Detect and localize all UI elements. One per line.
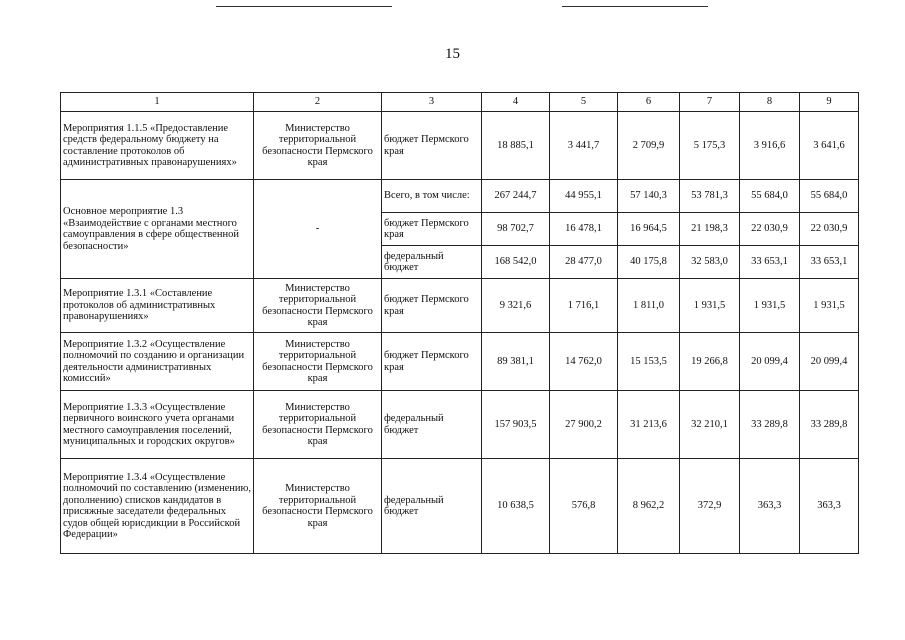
activity-name: Мероприятие 1.3.1 «Составление протоколов об административных правонарушениях»: [61, 279, 254, 333]
activity-name: Основное мероприятие 1.3 «Взаимодействие с органами местного самоуправления в сфере общественной безопасности»: [61, 180, 254, 279]
amount-cell: 363,3: [740, 459, 800, 554]
amount-cell: 1 931,5: [800, 279, 859, 333]
amount-cell: 20 099,4: [800, 333, 859, 391]
page-number: 15: [445, 46, 460, 62]
column-header: 6: [618, 93, 680, 112]
column-header: 8: [740, 93, 800, 112]
amount-cell: 10 638,5: [482, 459, 550, 554]
activity-name: Мероприятие 1.3.4 «Осуществление полномочий по составлению (изменению, дополнению) списков кандидатов в присяжные заседатели федеральных судов общей юрисдикции в Российской Федерации»: [61, 459, 254, 554]
amount-cell: 89 381,1: [482, 333, 550, 391]
amount-cell: 14 762,0: [550, 333, 618, 391]
amount-cell: 9 321,6: [482, 279, 550, 333]
amount-cell: 33 653,1: [740, 246, 800, 279]
table-row: [61, 333, 859, 391]
amount-cell: 3 641,6: [800, 112, 859, 180]
amount-cell: 32 210,1: [680, 391, 740, 459]
amount-cell: 55 684,0: [740, 180, 800, 213]
column-header: 1: [61, 93, 254, 112]
amount-cell: 16 964,5: [618, 213, 680, 246]
amount-cell: 19 266,8: [680, 333, 740, 391]
amount-cell: 33 289,8: [740, 391, 800, 459]
funding-source: бюджет Пермского края: [382, 279, 482, 333]
activity-name: Мероприятия 1.1.5 «Предоставление средств федеральному бюджету на составление протоколов об административных правонарушениях»: [61, 112, 254, 180]
column-header: 7: [680, 93, 740, 112]
amount-cell: 16 478,1: [550, 213, 618, 246]
table-row: [61, 459, 859, 554]
funding-source: федеральный бюджет: [382, 391, 482, 459]
funding-source: бюджет Пермского края: [382, 213, 482, 246]
amount-cell: 15 153,5: [618, 333, 680, 391]
table-row: [61, 391, 859, 459]
amount-cell: 1 716,1: [550, 279, 618, 333]
funding-source: федеральный бюджет: [382, 459, 482, 554]
funding-source: бюджет Пермского края: [382, 333, 482, 391]
amount-cell: 31 213,6: [618, 391, 680, 459]
amount-cell: 22 030,9: [740, 213, 800, 246]
amount-cell: 53 781,3: [680, 180, 740, 213]
column-header: 4: [482, 93, 550, 112]
top-rule-right: [562, 6, 708, 7]
amount-cell: 1 811,0: [618, 279, 680, 333]
executor: Министерство территориальной безопасности Пермского края: [254, 333, 382, 391]
top-rule-left: [216, 6, 392, 7]
amount-cell: 1 931,5: [740, 279, 800, 333]
amount-cell: 8 962,2: [618, 459, 680, 554]
amount-cell: 363,3: [800, 459, 859, 554]
amount-cell: 2 709,9: [618, 112, 680, 180]
table-row: [61, 180, 859, 213]
funding-source: Всего, в том числе:: [382, 180, 482, 213]
activity-name: Мероприятие 1.3.3 «Осуществление первичного воинского учета органами местного самоуправления поселений, муниципальных и городских округов»: [61, 391, 254, 459]
amount-cell: 28 477,0: [550, 246, 618, 279]
executor: Министерство территориальной безопасности Пермского края: [254, 459, 382, 554]
amount-cell: 27 900,2: [550, 391, 618, 459]
amount-cell: 33 653,1: [800, 246, 859, 279]
amount-cell: 3 916,6: [740, 112, 800, 180]
activity-name: Мероприятие 1.3.2 «Осуществление полномочий по созданию и организации деятельности административных комиссий»: [61, 333, 254, 391]
amount-cell: 55 684,0: [800, 180, 859, 213]
amount-cell: 157 903,5: [482, 391, 550, 459]
budget-table: [60, 92, 859, 554]
amount-cell: 1 931,5: [680, 279, 740, 333]
amount-cell: 32 583,0: [680, 246, 740, 279]
amount-cell: 372,9: [680, 459, 740, 554]
amount-cell: 267 244,7: [482, 180, 550, 213]
table-row: [61, 279, 859, 333]
column-header: 3: [382, 93, 482, 112]
funding-source: бюджет Пермского края: [382, 112, 482, 180]
amount-cell: 168 542,0: [482, 246, 550, 279]
amount-cell: 5 175,3: [680, 112, 740, 180]
executor: Министерство территориальной безопасности Пермского края: [254, 391, 382, 459]
amount-cell: 40 175,8: [618, 246, 680, 279]
executor: Министерство территориальной безопасности Пермского края: [254, 112, 382, 180]
executor: Министерство территориальной безопасности Пермского края: [254, 279, 382, 333]
column-header: 5: [550, 93, 618, 112]
amount-cell: 22 030,9: [800, 213, 859, 246]
executor: -: [254, 180, 382, 279]
amount-cell: 21 198,3: [680, 213, 740, 246]
column-header: 2: [254, 93, 382, 112]
amount-cell: 44 955,1: [550, 180, 618, 213]
header-row: [61, 93, 859, 112]
amount-cell: 33 289,8: [800, 391, 859, 459]
amount-cell: 3 441,7: [550, 112, 618, 180]
amount-cell: 98 702,7: [482, 213, 550, 246]
funding-source: федеральный бюджет: [382, 246, 482, 279]
amount-cell: 576,8: [550, 459, 618, 554]
amount-cell: 18 885,1: [482, 112, 550, 180]
table-row: [61, 112, 859, 180]
amount-cell: 20 099,4: [740, 333, 800, 391]
amount-cell: 57 140,3: [618, 180, 680, 213]
column-header: 9: [800, 93, 859, 112]
